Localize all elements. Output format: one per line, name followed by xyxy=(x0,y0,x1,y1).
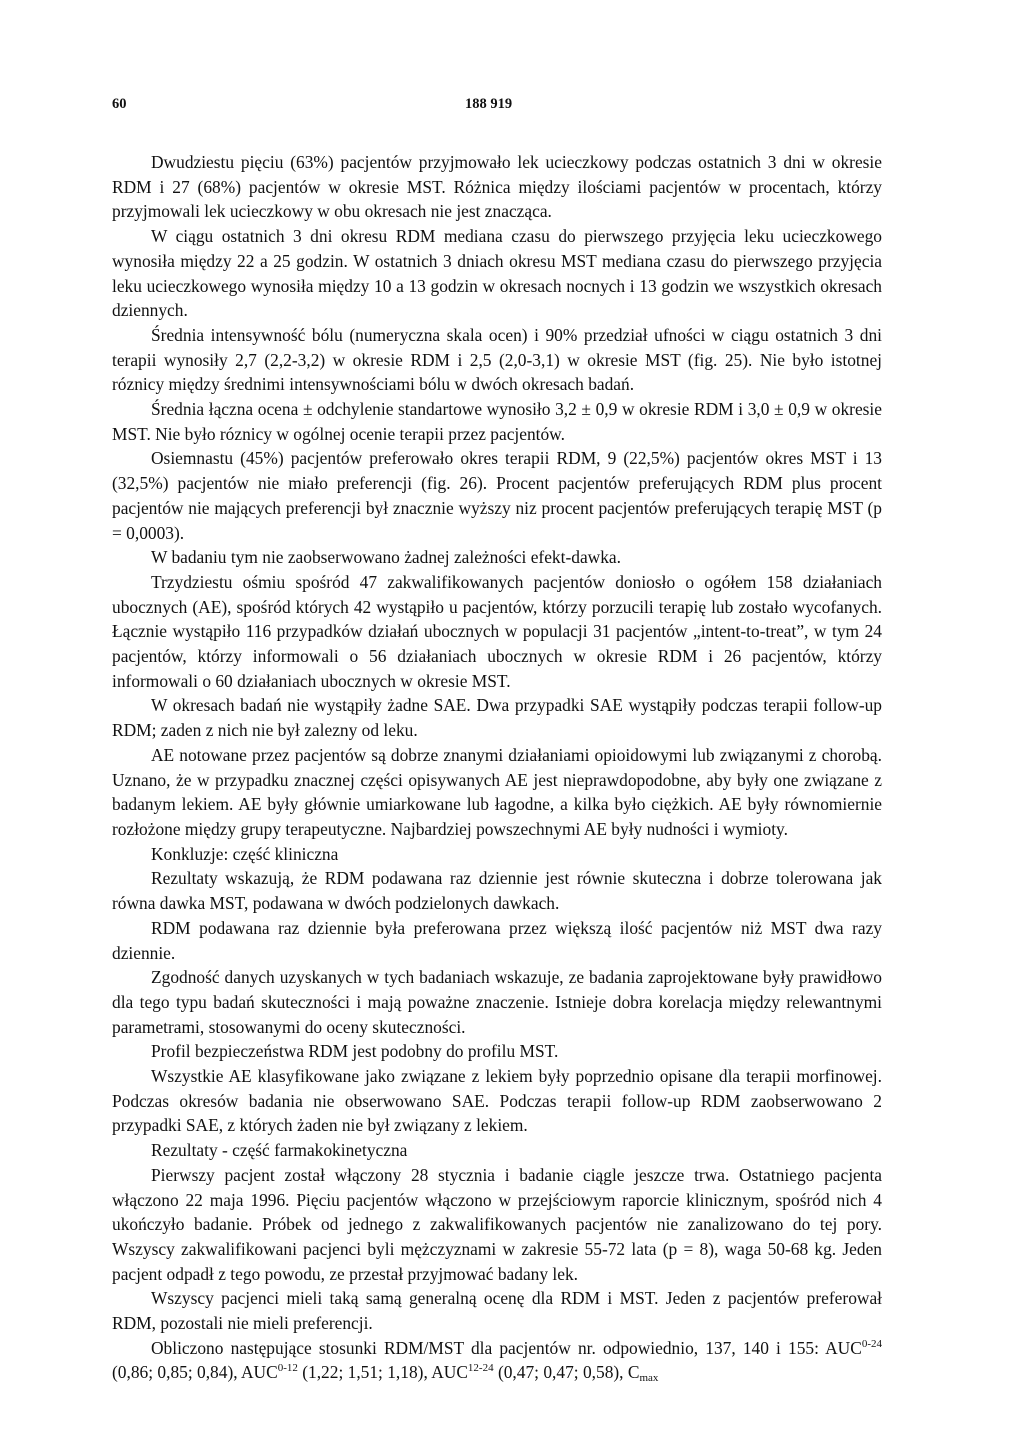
paragraph: Profil bezpieczeństwa RDM jest podobny do profilu MST. xyxy=(151,1041,559,1062)
paragraph: Trzydziestu ośmiu spośród 47 zakwalifikowanych pacjentów doniosło o ogółem 158 działaniach ubocznych (AE), spośród których 42 wystąpiło u pacjentów, którzy porzucili terapię lub zostało wycofanych. Łącznie wystąpiło 116 przypadków działań ubocznych w populacji 31 pacjentów „intent-to-treat”, w tym 24 pacjentów, którzy informowali o 56 działaniach ubocznych w okresie RDM i 26 pacjentów, którzy informowali o 60 działaniach ubocznych w okresie MST. xyxy=(112,571,882,691)
paragraph: Osiemnastu (45%) pacjentów preferowało okres terapii RDM, 9 (22,5%) pacjentów okres MST i 13 (32,5%) pacjentów nie miało preferencji (fig. 26). Procent pacjentów preferujących RDM plus procent pacjentów nie mających preferencji był znacznie wyższy niz procent pacjentów preferujących terapię MST (p = 0,0003). xyxy=(112,448,882,543)
paragraph-auc-ratios xyxy=(112,1336,882,1385)
page-header xyxy=(112,96,912,118)
section-heading: Rezultaty - część farmakokinetyczna xyxy=(151,1140,408,1161)
auc-values: (1,22; 1,51; 1,18), AUC xyxy=(297,1362,468,1383)
paragraph: Pierwszy pacjent został włączony 28 stycznia i badanie ciągle jeszcze trwa. Ostatniego pacjenta włączono 22 maja 1996. Pięciu pacjentów włączono w przejściowym raporcie klinicznym, spośród nich 4 ukończyło badanie. Próbek od jednego z zakwalifikowanych pacjentów nie zanalizowano do tej pory. Wszyscy zakwalifikowani pacjenci byli mężczyznami w zakresie 55-72 lata (p = 8), waga 50-68 kg. Jeden pacjent odpadł z tego powodu, ze przestał przyjmować badany lek. xyxy=(112,1164,882,1284)
paragraph: AE notowane przez pacjentów są dobrze znanymi działaniami opioidowymi lub związanymi z chorobą. Uznano, że w przypadku znacznej części opisywanych AE jest nieprawdopodobne, aby były one związane z badanym lekiem. AE były głównie umiarkowane lub łagodne, a kilka było ciężkich. AE były równomiernie rozłożone między grupy terapeutyczne. Najbardziej powszechnymi AE były nudności i wymioty. xyxy=(112,744,882,839)
auc-superscript: 0-24 xyxy=(861,1337,882,1350)
page-number: 60 xyxy=(112,96,127,112)
paragraph: Średnia łączna ocena ± odchylenie standartowe wynosiło 3,2 ± 0,9 w okresie RDM i 3,0 ± 0,9 w okresie MST. Nie było róznicy w ogólnej ocenie terapii przez pacjentów. xyxy=(112,399,882,444)
auc-values: (0,47; 0,47; 0,58), C xyxy=(493,1362,640,1383)
document-number: 188 919 xyxy=(465,96,513,112)
auc-intro: Obliczono następujące stosunki RDM/MST dla pacjentów nr. odpowiednio, 137, 140 i 155: AUC xyxy=(151,1337,862,1358)
paragraph: Wszystkie AE klasyfikowane jako związane z lekiem były poprzednio opisane dla terapii morfinowej. Podczas okresów badania nie obserwowano SAE. Podczas terapii follow-up RDM zaobserwowano 2 przypadki SAE, z których żaden nie był związany z lekiem. xyxy=(112,1066,882,1136)
paragraph: W okresach badań nie wystąpiły żadne SAE. Dwa przypadki SAE wystąpiły podczas terapii follow-up RDM; zaden z nich nie był zalezny od leku. xyxy=(112,695,882,741)
paragraph: Zgodność danych uzyskanych w tych badaniach wskazuje, ze badania zaprojektowane były prawidłowo dla tego typu badań skuteczności i mają poważne znaczenie. Istnieje dobra korelacja między relewantnymi parametrami, stosowanymi do oceny skuteczności. xyxy=(112,967,882,1037)
paragraph: W badaniu tym nie zaobserwowano żadnej zależności efekt-dawka. xyxy=(151,547,621,568)
paragraph: Dwudziestu pięciu (63%) pacjentów przyjmowało lek ucieczkowy podczas ostatnich 3 dni w okresie RDM i 27 (68%) pacjentów w okresie MST. Różnica między ilościami pacjentów w procentach, którzy przyjmowali lek ucieczkowy w obu okresach nie jest znacząca. xyxy=(112,152,882,222)
paragraph: W ciągu ostatnich 3 dni okresu RDM mediana czasu do pierwszego przyjęcia leku ucieczkowego wynosiła między 22 a 25 godzin. W ostatnich 3 dniach okresu MST mediana czasu do pierwszego przyjęcia leku ucieczkowego wynosiła między 10 a 13 godzin w okresach nocnych i 13 godzin we wszystkich okresach dziennych. xyxy=(112,226,882,321)
cmax-subscript: max xyxy=(639,1372,659,1385)
auc-superscript: 0-12 xyxy=(277,1362,298,1375)
paragraph: RDM podawana raz dziennie była preferowana przez większą ilość pacjentów niż MST dwa razy dziennie. xyxy=(112,917,882,963)
auc-superscript: 12-24 xyxy=(467,1362,494,1375)
paragraph: Średnia intensywność bólu (numeryczna skala ocen) i 90% przedział ufności w ciągu ostatnich 3 dni terapii wynosiły 2,7 (2,2-3,2) w okresie RDM i 2,5 (2,0-3,1) w okresie MST (fig. 25). Nie było istotnej róznicy między średnimi intensywnościami bólu w dwóch okresach badań. xyxy=(112,324,882,395)
paragraph: Rezultaty wskazują, że RDM podawana raz dziennie jest równie skuteczna i dobrze tolerowana jak równa dawka MST, podawana w dwóch podzielonych dawkach. xyxy=(112,868,882,914)
paragraph: Wszyscy pacjenci mieli taką samą generalną ocenę dla RDM i MST. Jeden z pacjentów preferował RDM, pozostali nie mieli preferencji. xyxy=(112,1288,882,1334)
body-text xyxy=(112,150,882,1385)
section-heading: Konkluzje: część kliniczna xyxy=(151,843,339,864)
auc-values: (0,86; 0,85; 0,84), AUC xyxy=(112,1362,278,1383)
